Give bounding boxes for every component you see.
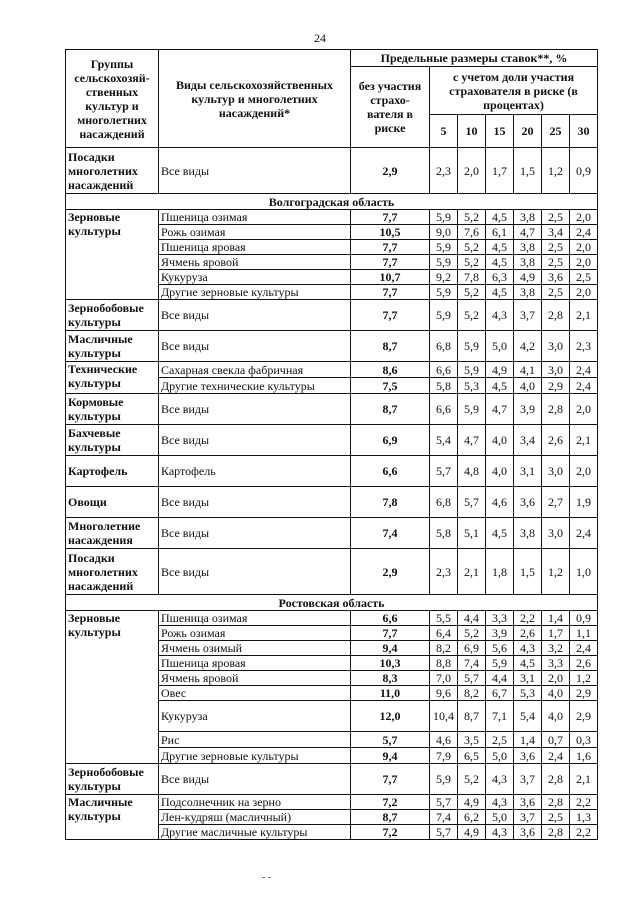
value-cell: 9,2 <box>430 270 458 285</box>
group-cell: Технические культуры <box>66 362 159 394</box>
header-share: 5 <box>430 115 458 148</box>
rate-cell: 7,7 <box>351 764 430 795</box>
header-without-participation: без участия страхо-вателя в риске <box>351 67 430 148</box>
rate-cell: 6,9 <box>351 425 430 456</box>
value-cell: 5,2 <box>458 285 486 300</box>
kind-cell: Ячмень яровой <box>159 255 351 270</box>
value-cell: 2,5 <box>542 240 570 255</box>
rate-cell: 5,7 <box>351 732 430 748</box>
value-cell: 2,5 <box>542 255 570 270</box>
value-cell: 1,4 <box>514 732 542 748</box>
table-header <box>66 50 598 148</box>
table-row <box>66 362 598 378</box>
value-cell: 2,0 <box>570 210 598 225</box>
value-cell: 2,0 <box>570 456 598 487</box>
value-cell: 5,1 <box>458 518 486 549</box>
value-cell: 1,5 <box>514 549 542 595</box>
kind-cell: Пшеница яровая <box>159 240 351 255</box>
value-cell: 4,0 <box>486 425 514 456</box>
value-cell: 0,9 <box>570 148 598 194</box>
value-cell: 5,5 <box>430 611 458 626</box>
rate-cell: 7,8 <box>351 487 430 518</box>
value-cell: 7,0 <box>430 671 458 686</box>
value-cell: 5,2 <box>458 764 486 795</box>
rate-cell: 8,7 <box>351 394 430 425</box>
kind-cell: Кукуруза <box>159 701 351 732</box>
value-cell: 7,4 <box>430 810 458 825</box>
value-cell: 2,8 <box>542 825 570 840</box>
value-cell: 3,1 <box>514 456 542 487</box>
rate-cell: 10,5 <box>351 225 430 240</box>
value-cell: 0,7 <box>542 732 570 748</box>
value-cell: 3,2 <box>542 641 570 656</box>
value-cell: 1,0 <box>570 549 598 595</box>
value-cell: 4,3 <box>486 764 514 795</box>
kind-cell: Рожь озимая <box>159 225 351 240</box>
value-cell: 6,9 <box>458 641 486 656</box>
value-cell: 9,6 <box>430 686 458 701</box>
kind-cell: Другие технические культуры <box>159 378 351 394</box>
value-cell: 5,2 <box>458 626 486 641</box>
table-row <box>66 456 598 487</box>
value-cell: 8,8 <box>430 656 458 671</box>
value-cell: 4,3 <box>486 300 514 331</box>
kind-cell: Все виды <box>159 487 351 518</box>
rate-cell: 7,7 <box>351 210 430 225</box>
value-cell: 2,1 <box>570 425 598 456</box>
region-row <box>66 595 598 611</box>
rate-cell: 9,4 <box>351 748 430 764</box>
value-cell: 5,7 <box>458 487 486 518</box>
kind-cell: Другие масличные культуры <box>159 825 351 840</box>
value-cell: 4,0 <box>542 686 570 701</box>
value-cell: 2,4 <box>570 225 598 240</box>
kind-cell: Все виды <box>159 425 351 456</box>
kind-cell: Все виды <box>159 549 351 595</box>
table-row <box>66 394 598 425</box>
rate-cell: 7,5 <box>351 378 430 394</box>
value-cell: 3,0 <box>542 362 570 378</box>
value-cell: 2,4 <box>542 748 570 764</box>
header-share: 25 <box>542 115 570 148</box>
value-cell: 4,6 <box>486 487 514 518</box>
value-cell: 4,1 <box>514 362 542 378</box>
rate-cell: 10,7 <box>351 270 430 285</box>
value-cell: 6,5 <box>458 748 486 764</box>
value-cell: 5,7 <box>430 456 458 487</box>
group-cell: Зернобобовые культуры <box>66 764 159 795</box>
value-cell: 2,5 <box>542 285 570 300</box>
insurance-rates-table <box>65 49 598 840</box>
value-cell: 3,6 <box>514 825 542 840</box>
rate-cell: 7,4 <box>351 518 430 549</box>
value-cell: 4,4 <box>486 671 514 686</box>
region-row <box>66 194 598 210</box>
value-cell: 4,7 <box>486 394 514 425</box>
value-cell: 3,4 <box>542 225 570 240</box>
kind-cell: Все виды <box>159 764 351 795</box>
rate-cell: 7,7 <box>351 626 430 641</box>
value-cell: 4,0 <box>486 456 514 487</box>
value-cell: 6,6 <box>430 362 458 378</box>
kind-cell: Овес <box>159 686 351 701</box>
header-with-participation: с учетом доли участия страхователя в риске (в процентах) <box>430 67 598 115</box>
value-cell: 5,9 <box>430 764 458 795</box>
value-cell: 4,8 <box>458 456 486 487</box>
value-cell: 5,2 <box>458 210 486 225</box>
value-cell: 5,9 <box>458 394 486 425</box>
value-cell: 5,9 <box>430 300 458 331</box>
rate-cell: 8,7 <box>351 331 430 362</box>
kind-cell: Рис <box>159 732 351 748</box>
rate-cell: 8,3 <box>351 671 430 686</box>
value-cell: 3,6 <box>514 748 542 764</box>
group-cell: Масличные культуры <box>66 331 159 362</box>
table-row <box>66 210 598 225</box>
value-cell: 1,7 <box>542 626 570 641</box>
value-cell: 4,5 <box>486 210 514 225</box>
value-cell: 2,6 <box>514 626 542 641</box>
value-cell: 2,2 <box>570 825 598 840</box>
value-cell: 5,9 <box>486 656 514 671</box>
value-cell: 5,4 <box>514 701 542 732</box>
value-cell: 1,8 <box>486 549 514 595</box>
table-row <box>66 331 598 362</box>
rate-cell: 9,4 <box>351 641 430 656</box>
value-cell: 2,6 <box>542 425 570 456</box>
value-cell: 2,5 <box>542 810 570 825</box>
value-cell: 4,5 <box>486 285 514 300</box>
value-cell: 6,3 <box>486 270 514 285</box>
value-cell: 6,8 <box>430 331 458 362</box>
value-cell: 2,4 <box>570 641 598 656</box>
value-cell: 1,7 <box>486 148 514 194</box>
value-cell: 5,3 <box>514 686 542 701</box>
kind-cell: Все виды <box>159 331 351 362</box>
header-share: 15 <box>486 115 514 148</box>
value-cell: 2,2 <box>570 795 598 810</box>
value-cell: 5,9 <box>458 331 486 362</box>
value-cell: 1,9 <box>570 487 598 518</box>
kind-cell: Кукуруза <box>159 270 351 285</box>
value-cell: 3,8 <box>514 518 542 549</box>
value-cell: 3,8 <box>514 240 542 255</box>
value-cell: 2,5 <box>570 270 598 285</box>
rate-cell: 7,2 <box>351 825 430 840</box>
table-row <box>66 549 598 595</box>
rate-cell: 2,9 <box>351 148 430 194</box>
kind-cell: Все виды <box>159 518 351 549</box>
value-cell: 3,6 <box>514 487 542 518</box>
value-cell: 7,8 <box>458 270 486 285</box>
value-cell: 5,0 <box>486 331 514 362</box>
kind-cell: Подсолнечник на зерно <box>159 795 351 810</box>
value-cell: 3,4 <box>514 425 542 456</box>
value-cell: 2,3 <box>430 148 458 194</box>
value-cell: 2,0 <box>570 240 598 255</box>
value-cell: 4,3 <box>486 795 514 810</box>
value-cell: 2,0 <box>570 394 598 425</box>
value-cell: 8,2 <box>430 641 458 656</box>
value-cell: 3,7 <box>514 810 542 825</box>
value-cell: 3,9 <box>486 626 514 641</box>
scan-mark <box>262 877 282 879</box>
value-cell: 5,7 <box>430 795 458 810</box>
value-cell: 1,4 <box>542 611 570 626</box>
group-cell: Посадки многолетних насаждений <box>66 549 159 595</box>
rate-cell: 7,2 <box>351 795 430 810</box>
value-cell: 5,7 <box>430 825 458 840</box>
value-cell: 4,7 <box>514 225 542 240</box>
value-cell: 3,0 <box>542 456 570 487</box>
kind-cell: Ячмень озимый <box>159 641 351 656</box>
value-cell: 5,8 <box>430 378 458 394</box>
value-cell: 3,9 <box>514 394 542 425</box>
value-cell: 1,2 <box>542 549 570 595</box>
value-cell: 1,2 <box>542 148 570 194</box>
value-cell: 2,8 <box>542 764 570 795</box>
header-kinds: Виды сельскохозяйственных культур и многолетних насаждений* <box>159 50 351 148</box>
kind-cell: Сахарная свекла фабричная <box>159 362 351 378</box>
rate-cell: 7,7 <box>351 255 430 270</box>
header-share: 10 <box>458 115 486 148</box>
value-cell: 3,7 <box>514 764 542 795</box>
value-cell: 5,0 <box>486 748 514 764</box>
value-cell: 5,4 <box>430 425 458 456</box>
value-cell: 3,3 <box>542 656 570 671</box>
value-cell: 3,0 <box>542 331 570 362</box>
value-cell: 3,1 <box>514 671 542 686</box>
value-cell: 0,3 <box>570 732 598 748</box>
group-cell: Зерновые культуры <box>66 611 159 764</box>
header-groups: Группы сельскохозяй-ственных культур и многолетних насаждений <box>66 50 159 148</box>
rate-cell: 8,6 <box>351 362 430 378</box>
value-cell: 1,6 <box>570 748 598 764</box>
value-cell: 2,7 <box>542 487 570 518</box>
value-cell: 10,4 <box>430 701 458 732</box>
rate-cell: 10,3 <box>351 656 430 671</box>
value-cell: 2,4 <box>570 362 598 378</box>
rate-cell: 7,7 <box>351 285 430 300</box>
group-cell: Масличные культуры <box>66 795 159 840</box>
value-cell: 4,3 <box>514 641 542 656</box>
value-cell: 2,6 <box>570 656 598 671</box>
value-cell: 5,9 <box>430 210 458 225</box>
table-row <box>66 487 598 518</box>
value-cell: 4,5 <box>514 656 542 671</box>
value-cell: 2,2 <box>514 611 542 626</box>
value-cell: 6,7 <box>486 686 514 701</box>
value-cell: 1,1 <box>570 626 598 641</box>
value-cell: 6,6 <box>430 394 458 425</box>
value-cell: 6,8 <box>430 487 458 518</box>
kind-cell: Другие зерновые культуры <box>159 748 351 764</box>
value-cell: 5,6 <box>486 641 514 656</box>
group-cell: Овощи <box>66 487 159 518</box>
header-max-rates: Предельные размеры ставок**, % <box>351 50 598 67</box>
value-cell: 2,1 <box>570 764 598 795</box>
value-cell: 5,9 <box>430 285 458 300</box>
kind-cell: Пшеница озимая <box>159 611 351 626</box>
value-cell: 4,5 <box>486 240 514 255</box>
value-cell: 4,0 <box>542 701 570 732</box>
value-cell: 2,0 <box>542 671 570 686</box>
value-cell: 3,8 <box>514 255 542 270</box>
table-body <box>66 148 598 840</box>
header-share: 30 <box>570 115 598 148</box>
value-cell: 5,2 <box>458 255 486 270</box>
value-cell: 3,3 <box>486 611 514 626</box>
kind-cell: Все виды <box>159 300 351 331</box>
group-cell: Зернобобовые культуры <box>66 300 159 331</box>
value-cell: 5,2 <box>458 300 486 331</box>
value-cell: 5,9 <box>458 362 486 378</box>
rate-cell: 2,9 <box>351 549 430 595</box>
value-cell: 4,9 <box>458 825 486 840</box>
region-title: Ростовская область <box>66 595 598 611</box>
rate-cell: 12,0 <box>351 701 430 732</box>
value-cell: 2,8 <box>542 795 570 810</box>
value-cell: 3,8 <box>514 210 542 225</box>
value-cell: 4,5 <box>486 378 514 394</box>
value-cell: 4,4 <box>458 611 486 626</box>
rate-cell: 6,6 <box>351 611 430 626</box>
value-cell: 2,5 <box>542 210 570 225</box>
value-cell: 3,6 <box>542 270 570 285</box>
group-cell: Бахчевые культуры <box>66 425 159 456</box>
value-cell: 3,0 <box>542 518 570 549</box>
value-cell: 2,1 <box>570 300 598 331</box>
value-cell: 3,5 <box>458 732 486 748</box>
group-cell: Картофель <box>66 456 159 487</box>
value-cell: 4,9 <box>514 270 542 285</box>
value-cell: 1,5 <box>514 148 542 194</box>
value-cell: 6,2 <box>458 810 486 825</box>
value-cell: 7,1 <box>486 701 514 732</box>
kind-cell: Все виды <box>159 148 351 194</box>
value-cell: 9,0 <box>430 225 458 240</box>
region-title: Волгоградская область <box>66 194 598 210</box>
value-cell: 3,6 <box>514 795 542 810</box>
value-cell: 7,9 <box>430 748 458 764</box>
group-cell: Кормовые культуры <box>66 394 159 425</box>
table-row <box>66 795 598 810</box>
value-cell: 4,7 <box>458 425 486 456</box>
kind-cell: Все виды <box>159 394 351 425</box>
value-cell: 2,3 <box>570 331 598 362</box>
kind-cell: Рожь озимая <box>159 626 351 641</box>
value-cell: 2,4 <box>570 378 598 394</box>
value-cell: 2,3 <box>430 549 458 595</box>
value-cell: 1,3 <box>570 810 598 825</box>
value-cell: 1,2 <box>570 671 598 686</box>
value-cell: 4,0 <box>514 378 542 394</box>
value-cell: 2,8 <box>542 300 570 331</box>
kind-cell: Лен-кудряш (масличный) <box>159 810 351 825</box>
value-cell: 2,9 <box>542 378 570 394</box>
value-cell: 6,4 <box>430 626 458 641</box>
value-cell: 5,9 <box>430 255 458 270</box>
kind-cell: Пшеница озимая <box>159 210 351 225</box>
table-row <box>66 425 598 456</box>
value-cell: 8,2 <box>458 686 486 701</box>
value-cell: 2,1 <box>458 549 486 595</box>
page-number: 24 <box>314 31 326 45</box>
value-cell: 5,3 <box>458 378 486 394</box>
kind-cell: Другие зерновые культуры <box>159 285 351 300</box>
value-cell: 4,9 <box>458 795 486 810</box>
table-row <box>66 764 598 795</box>
table-row <box>66 300 598 331</box>
group-cell: Посадки многолетних насаждений <box>66 148 159 194</box>
rate-cell: 8,7 <box>351 810 430 825</box>
value-cell: 2,0 <box>570 285 598 300</box>
value-cell: 5,2 <box>458 240 486 255</box>
value-cell: 6,1 <box>486 225 514 240</box>
value-cell: 2,9 <box>570 686 598 701</box>
value-cell: 4,9 <box>486 362 514 378</box>
value-cell: 2,9 <box>570 701 598 732</box>
value-cell: 2,5 <box>486 732 514 748</box>
table-row <box>66 611 598 626</box>
value-cell: 7,4 <box>458 656 486 671</box>
value-cell: 5,0 <box>486 810 514 825</box>
value-cell: 4,2 <box>514 331 542 362</box>
value-cell: 4,5 <box>486 255 514 270</box>
value-cell: 4,3 <box>486 825 514 840</box>
rate-cell: 7,7 <box>351 300 430 331</box>
value-cell: 5,9 <box>430 240 458 255</box>
kind-cell: Пшеница яровая <box>159 656 351 671</box>
value-cell: 3,7 <box>514 300 542 331</box>
value-cell: 5,7 <box>458 671 486 686</box>
kind-cell: Картофель <box>159 456 351 487</box>
value-cell: 4,6 <box>430 732 458 748</box>
rate-cell: 6,6 <box>351 456 430 487</box>
header-share: 20 <box>514 115 542 148</box>
group-cell: Зерновые культуры <box>66 210 159 300</box>
kind-cell: Ячмень яровой <box>159 671 351 686</box>
value-cell: 2,4 <box>570 518 598 549</box>
rate-cell: 11,0 <box>351 686 430 701</box>
value-cell: 5,8 <box>430 518 458 549</box>
value-cell: 0,9 <box>570 611 598 626</box>
value-cell: 2,8 <box>542 394 570 425</box>
value-cell: 7,6 <box>458 225 486 240</box>
table-row <box>66 518 598 549</box>
table-row <box>66 148 598 194</box>
value-cell: 8,7 <box>458 701 486 732</box>
value-cell: 2,0 <box>458 148 486 194</box>
value-cell: 4,5 <box>486 518 514 549</box>
value-cell: 2,0 <box>570 255 598 270</box>
value-cell: 3,8 <box>514 285 542 300</box>
rate-cell: 7,7 <box>351 240 430 255</box>
group-cell: Многолетние насаждения <box>66 518 159 549</box>
